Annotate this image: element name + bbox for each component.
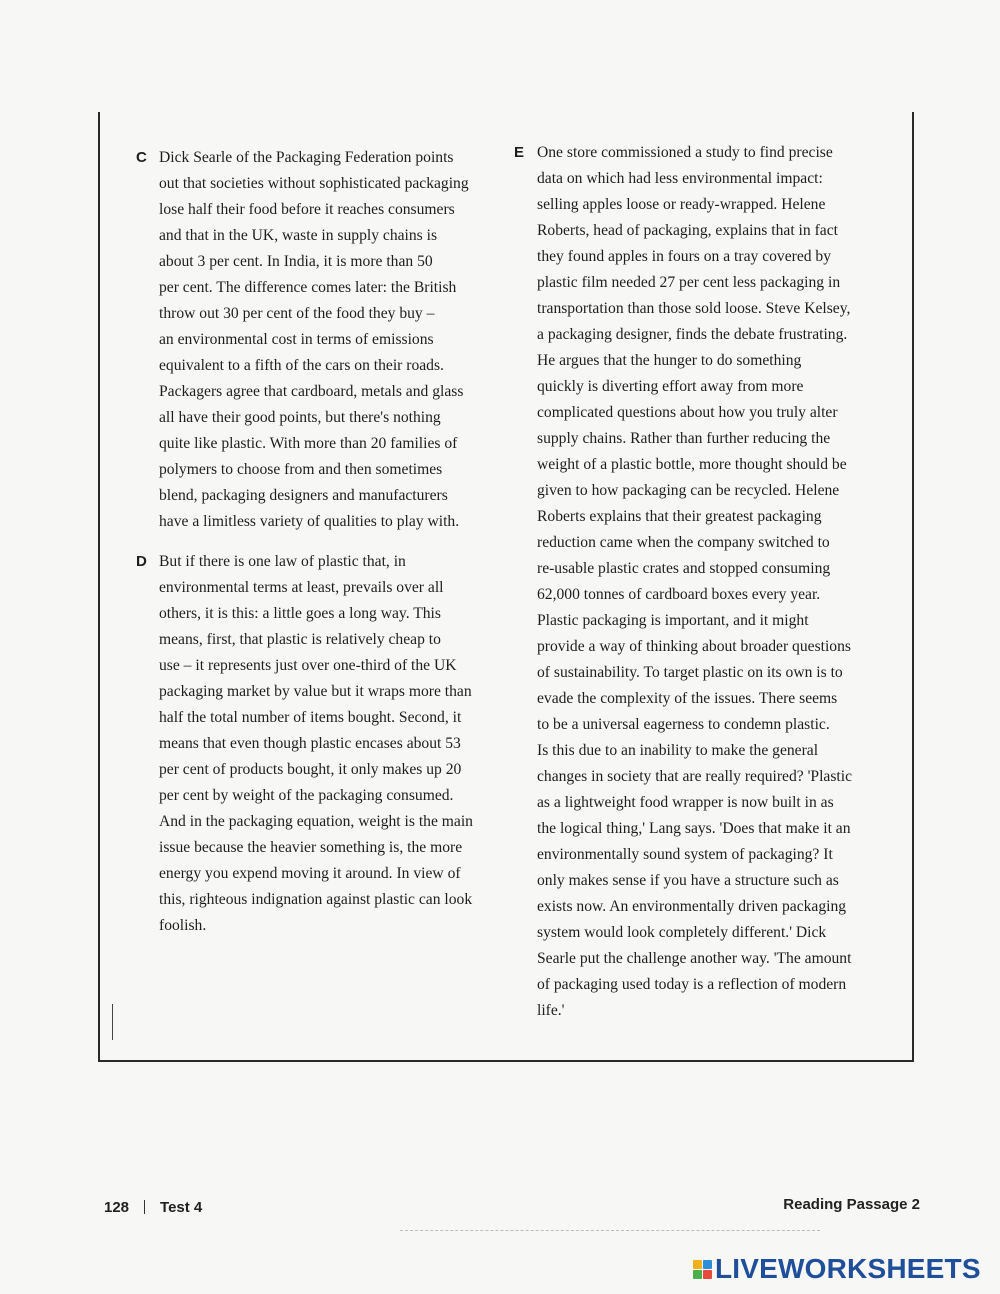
liveworksheets-logo-icon	[693, 1260, 712, 1279]
section-d-text: But if there is one law of plastic that, in environmental terms at least, prevails over all others, it is this: a little goes a long way. This means, first, that plastic is relatively cheap to use – it represents just over one-third of the UK packaging market by value but it wraps more than half the total number of items bought. Second, it means that even though plastic encases about 53 per cent of products bought, it only makes up 20 per cent by weight of the packaging consumed. And in the packaging equation, weight is the main issue because the heavier something is, the more energy you expend moving it around. In view of this, righteous indignation against plastic can look foolish.	[159, 553, 473, 934]
section-letter-c: C	[136, 149, 147, 166]
liveworksheets-watermark	[693, 1253, 981, 1285]
watermark-text: LIVEWORKSHEETS	[715, 1253, 981, 1284]
frame-margin-mark	[112, 1004, 113, 1040]
section-e	[514, 140, 886, 1024]
footer-divider	[144, 1200, 145, 1214]
page-footer-left	[104, 1199, 202, 1216]
section-c	[136, 145, 508, 535]
logo-square-2	[703, 1260, 712, 1269]
logo-square-3	[693, 1270, 702, 1279]
right-column	[514, 140, 886, 1024]
logo-square-4	[703, 1270, 712, 1279]
page-number: 128	[104, 1199, 130, 1216]
left-column	[136, 145, 508, 939]
section-e-text: One store commissioned a study to find precise data on which had less environmental impact: selling apples loose or ready-wrapped. Helene Roberts, head of packaging, explains that in fact they found apples in fours on a tray covered by plastic film needed 27 per cent less packaging in transportation than those sold loose. Steve Kelsey, a packaging designer, finds the debate frustrating. He argues that the hunger to do something quickly is diverting effort away from more complicated questions about how you truly alter supply chains. Rather than further reducing the weight of a plastic bottle, more thought should be given to how packaging can be recycled. Helene Roberts explains that their greatest packaging reduction came when the company switched to re-usable plastic crates and stopped consuming 62,000 tonnes of cardboard boxes every year. Plastic packaging is important, and it might provide a way of thinking about broader questions of sustainability. To target plastic on its own is to evade the complexity of the issues. There seems to be a universal eagerness to condemn plastic. Is this due to an inability to make the general changes in society that are really required? 'Plastic as a lightweight food wrapper is now built in as the logical thing,' Lang says. 'Does that make it an environmentally sound system of packaging? It only makes sense if you have a structure such as exists now. An environmentally driven packaging system would look completely different.' Dick Searle put the challenge another way. 'The amount of packaging used today is a reflection of modern life.'	[537, 144, 852, 1019]
section-letter-d: D	[136, 553, 147, 570]
scan-artifact-line	[400, 1230, 820, 1233]
section-letter-e: E	[514, 144, 525, 161]
passage-label: Reading Passage 2	[783, 1196, 920, 1213]
section-c-text: Dick Searle of the Packaging Federation points out that societies without sophisticated packaging lose half their food before it reaches consumers and that in the UK, waste in supply chains is about 3 per cent. In India, it is more than 50 per cent. The difference comes later: the British throw out 30 per cent of the food they buy – an environmental cost in terms of emissions equivalent to a fifth of the cars on their roads. Packagers agree that cardboard, metals and glass all have their good points, but there's nothing quite like plastic. With more than 20 families of polymers to choose from and then sometimes blend, packaging designers and manufacturers have a limitless variety of qualities to play with.	[159, 149, 469, 530]
test-label: Test 4	[160, 1199, 203, 1216]
section-d	[136, 549, 508, 939]
logo-square-1	[693, 1260, 702, 1269]
